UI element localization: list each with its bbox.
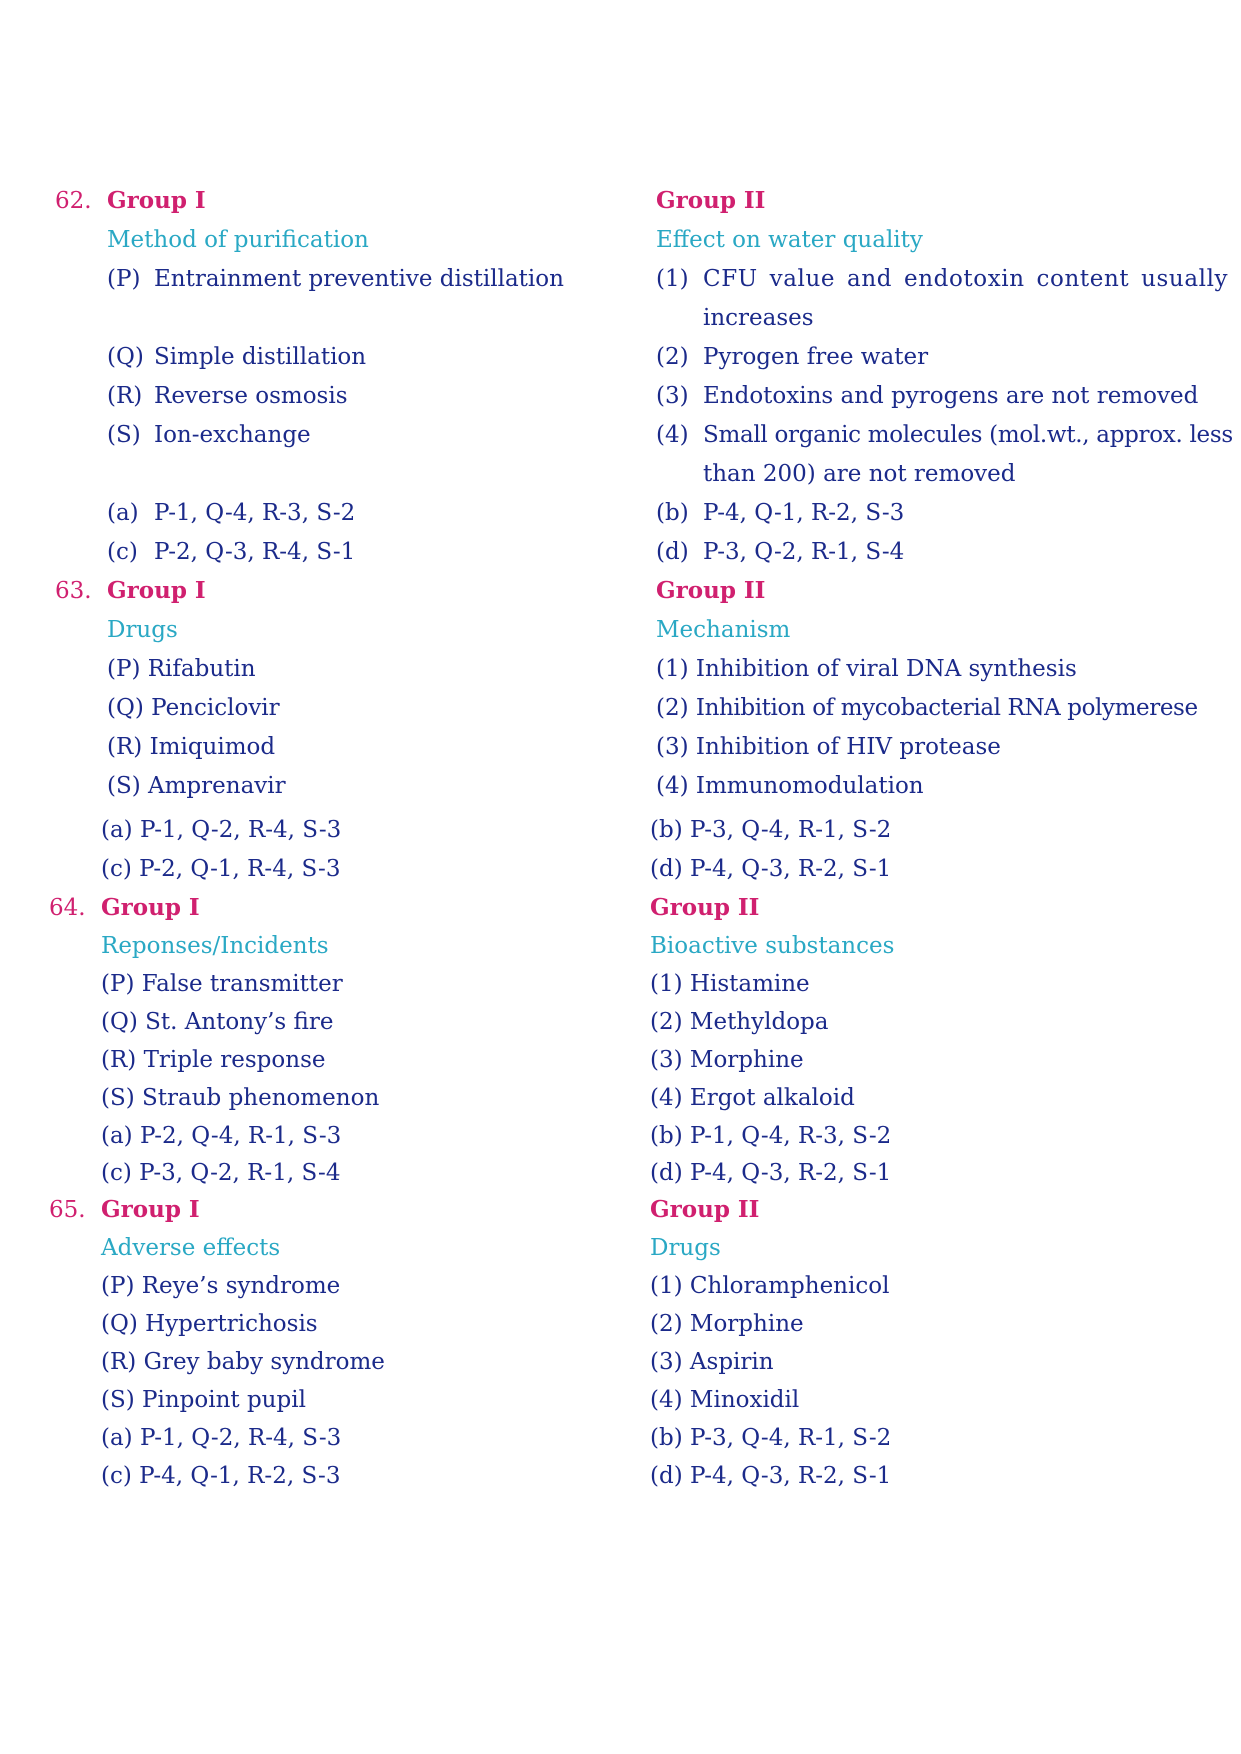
option-label: (b) [656, 500, 689, 526]
answer-option[interactable] [101, 1423, 341, 1453]
group-1-subtitle: Reponses/Incidents [101, 933, 329, 959]
item-text: Morphine [689, 1311, 804, 1337]
option-label: (c) [101, 1463, 132, 1489]
item-label: (P) [107, 266, 141, 292]
item-text: Histamine [689, 971, 810, 997]
option-text: P-4, Q-3, R-2, S-1 [689, 856, 892, 882]
item-text: Endotoxins and pyrogens are not removed [703, 383, 1199, 409]
item-text: Entrainment preventive distillation [154, 266, 564, 292]
list-item [107, 342, 366, 372]
group-1-subtitle: Adverse effects [101, 1235, 281, 1261]
option-label: (c) [101, 856, 132, 882]
option-text: P-3, Q-2, R-1, S-4 [139, 1160, 341, 1186]
answer-option[interactable] [107, 537, 355, 567]
question-number: 64. [49, 895, 86, 921]
list-item [101, 1347, 385, 1377]
list-item [107, 381, 348, 411]
item-text-continuation: than 200) are not removed [703, 461, 1016, 487]
item-label: (P) [101, 971, 135, 997]
list-item [650, 1309, 804, 1339]
option-label: (a) [107, 500, 139, 526]
answer-option[interactable] [101, 1461, 340, 1491]
item-text: Penciclovir [151, 695, 280, 721]
list-item [101, 1083, 379, 1113]
option-label: (c) [107, 539, 138, 565]
item-label: (R) [107, 383, 143, 409]
item-label: (Q) [101, 1009, 138, 1035]
group-2-title: Group II [650, 894, 760, 921]
list-item [101, 1271, 340, 1301]
item-text: Ergot alkaloid [689, 1085, 855, 1111]
item-label: (R) [107, 734, 143, 760]
answer-option[interactable] [650, 1423, 891, 1453]
list-item [107, 693, 280, 723]
list-item [656, 771, 924, 801]
option-label: (a) [101, 1425, 133, 1451]
item-text: Straub phenomenon [142, 1085, 380, 1111]
list-item [656, 654, 1077, 684]
item-label: (Q) [107, 344, 144, 370]
item-text: Reverse osmosis [154, 383, 348, 409]
option-text: P-4, Q-1, R-2, S-3 [139, 1463, 341, 1489]
group-1-subtitle: Method of purification [107, 227, 369, 253]
item-label: (S) [101, 1085, 135, 1111]
group-2-subtitle: Mechanism [656, 617, 791, 643]
item-text: Hypertrichosis [145, 1311, 318, 1337]
item-text: Small organic molecules (mol.wt., approx. less [703, 422, 1233, 448]
item-label: (3) [656, 734, 689, 760]
list-item [101, 1385, 306, 1415]
item-label: (3) [650, 1349, 683, 1375]
item-label: (4) [656, 773, 689, 799]
item-text: False transmitter [141, 971, 343, 997]
list-item [650, 1385, 799, 1415]
option-label: (a) [101, 1123, 133, 1149]
list-item [101, 969, 343, 999]
answer-option[interactable] [656, 537, 904, 567]
option-text: P-1, Q-4, R-3, S-2 [154, 500, 356, 526]
item-text: St. Antony’s fire [145, 1009, 334, 1035]
item-text: Inhibition of viral DNA synthesis [695, 656, 1077, 682]
list-item [650, 1347, 774, 1377]
option-label: (a) [101, 817, 133, 843]
list-item [101, 1309, 318, 1339]
item-label: (4) [650, 1387, 683, 1413]
option-label: (c) [101, 1160, 132, 1186]
group-2-title: Group II [656, 577, 766, 604]
option-label: (d) [656, 539, 689, 565]
answer-option[interactable] [650, 1461, 891, 1491]
item-text: Imiquimod [149, 734, 276, 760]
group-2-subtitle: Effect on water quality [656, 227, 923, 253]
option-label: (d) [650, 856, 683, 882]
item-label: (4) [656, 422, 689, 448]
answer-option[interactable] [101, 1158, 340, 1188]
option-text: P-2, Q-4, R-1, S-3 [139, 1123, 342, 1149]
group-2-title: Group II [650, 1196, 760, 1223]
option-text: P-4, Q-1, R-2, S-3 [703, 500, 905, 526]
list-item [650, 1083, 855, 1113]
option-label: (b) [650, 1123, 683, 1149]
option-text: P-4, Q-3, R-2, S-1 [689, 1463, 892, 1489]
item-text: Pinpoint pupil [142, 1387, 306, 1413]
option-text: P-4, Q-3, R-2, S-1 [689, 1160, 892, 1186]
list-item [656, 381, 1198, 411]
list-item [107, 771, 286, 801]
group-1-title: Group I [107, 187, 206, 214]
item-text: Rifabutin [147, 656, 256, 682]
item-label: (Q) [101, 1311, 138, 1337]
answer-option[interactable] [650, 854, 891, 884]
option-text: P-1, Q-2, R-4, S-3 [139, 817, 342, 843]
item-text: Ion-exchange [154, 422, 311, 448]
answer-option[interactable] [650, 1158, 891, 1188]
question-number: 65. [49, 1197, 86, 1223]
answer-option[interactable] [101, 854, 340, 884]
item-label: (R) [101, 1349, 137, 1375]
list-item [656, 732, 1001, 762]
item-text: Grey baby syndrome [143, 1349, 385, 1375]
item-label: (S) [101, 1387, 135, 1413]
list-item [101, 1045, 325, 1075]
answer-option[interactable] [650, 1121, 891, 1151]
list-item [650, 1271, 889, 1301]
item-label: (3) [650, 1047, 683, 1073]
item-text: Immunomodulation [695, 773, 924, 799]
item-text: Simple distillation [154, 344, 367, 370]
item-label: (3) [656, 383, 689, 409]
answer-option[interactable] [101, 815, 341, 845]
item-text: Amprenavir [148, 773, 286, 799]
question-number: 63. [55, 578, 92, 604]
item-label: (1) [656, 656, 689, 682]
group-1-title: Group I [101, 894, 200, 921]
item-label: (S) [107, 422, 141, 448]
list-item [656, 693, 1198, 723]
question-number: 62. [55, 188, 92, 214]
item-text: Pyrogen free water [703, 344, 929, 370]
item-label: (P) [101, 1273, 135, 1299]
item-text: Triple response [143, 1047, 326, 1073]
item-text: CFU value and endotoxin content usually [703, 266, 1229, 292]
item-text: Chloramphenicol [689, 1273, 890, 1299]
item-label: (Q) [107, 695, 144, 721]
item-label: (R) [101, 1047, 137, 1073]
item-label: (S) [107, 773, 141, 799]
item-label: (1) [656, 266, 689, 292]
list-item [107, 732, 275, 762]
list-item [101, 1007, 333, 1037]
list-item [650, 1045, 804, 1075]
group-2-subtitle: Drugs [650, 1235, 721, 1261]
option-label: (b) [650, 817, 683, 843]
item-text: Inhibition of mycobacterial RNA polymerese [695, 695, 1198, 721]
option-text: P-3, Q-4, R-1, S-2 [689, 1425, 892, 1451]
option-label: (d) [650, 1463, 683, 1489]
item-label: (2) [656, 695, 689, 721]
option-text: P-3, Q-2, R-1, S-4 [703, 539, 905, 565]
item-label: (2) [650, 1311, 683, 1337]
group-1-subtitle: Drugs [107, 617, 178, 643]
item-label: (2) [650, 1009, 683, 1035]
option-label: (b) [650, 1425, 683, 1451]
option-text: P-1, Q-4, R-3, S-2 [689, 1123, 892, 1149]
item-text: Inhibition of HIV protease [695, 734, 1001, 760]
item-label: (2) [656, 344, 689, 370]
item-text: Reye’s syndrome [141, 1273, 341, 1299]
list-item [656, 420, 1233, 450]
list-item [107, 420, 311, 450]
item-text: Aspirin [689, 1349, 774, 1375]
option-text: P-2, Q-3, R-4, S-1 [154, 539, 356, 565]
list-item [650, 969, 810, 999]
group-2-title: Group II [656, 187, 766, 214]
list-item [656, 342, 928, 372]
option-text: P-2, Q-1, R-4, S-3 [139, 856, 341, 882]
list-item [107, 264, 564, 294]
item-text: Methyldopa [689, 1009, 829, 1035]
answer-option[interactable] [107, 498, 355, 528]
group-2-subtitle: Bioactive substances [650, 933, 895, 959]
item-text: Minoxidil [689, 1387, 800, 1413]
list-item [656, 264, 1228, 294]
item-label: (4) [650, 1085, 683, 1111]
item-text: Morphine [689, 1047, 804, 1073]
option-text: P-1, Q-2, R-4, S-3 [139, 1425, 342, 1451]
option-text: P-3, Q-4, R-1, S-2 [689, 817, 892, 843]
option-label: (d) [650, 1160, 683, 1186]
list-item [107, 654, 256, 684]
item-label: (P) [107, 656, 141, 682]
answer-option[interactable] [650, 815, 891, 845]
group-1-title: Group I [101, 1196, 200, 1223]
list-item [650, 1007, 828, 1037]
item-label: (1) [650, 971, 683, 997]
group-1-title: Group I [107, 577, 206, 604]
item-text-continuation: increases [703, 305, 814, 331]
answer-option[interactable] [656, 498, 904, 528]
item-label: (1) [650, 1273, 683, 1299]
answer-option[interactable] [101, 1121, 341, 1151]
